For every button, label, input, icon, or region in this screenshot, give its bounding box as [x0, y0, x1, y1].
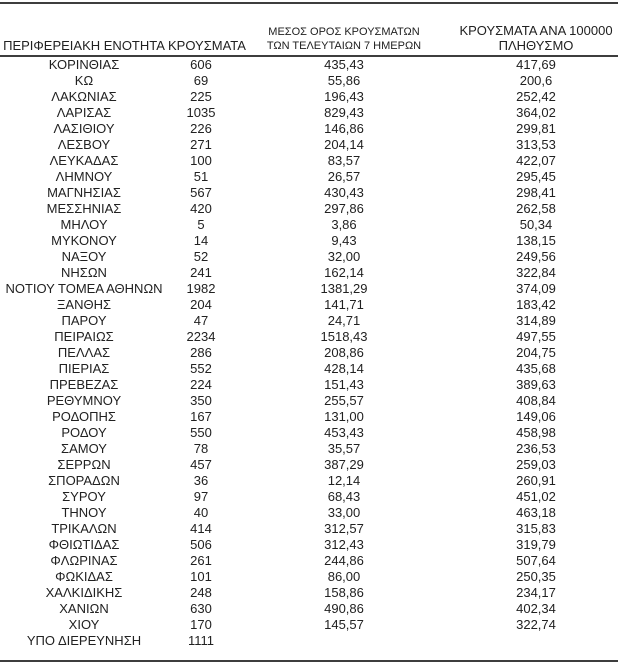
- cases-cell: 1035: [186, 105, 216, 120]
- region-cell: ΣΥΡΟΥ: [62, 489, 106, 504]
- table-row: [0, 457, 618, 473]
- per-100k-cell: 435,68: [516, 361, 556, 376]
- avg-7day-cell: 33,00: [327, 505, 361, 520]
- region-cell: ΝΟΤΙΟΥ ΤΟΜΕΑ ΑΘΗΝΩΝ: [5, 281, 163, 296]
- per-100k-cell: 50,34: [519, 217, 553, 232]
- cases-cell: 51: [193, 169, 209, 184]
- col-header-regional-unit-label: ΠΕΡΙΦΕΡΕΙΑΚΗ ΕΝΟΤΗΤΑ: [3, 38, 165, 53]
- avg-7day-cell: 24,71: [327, 313, 361, 328]
- per-100k-cell: 200,6: [519, 73, 553, 88]
- table-row: [0, 553, 618, 569]
- table-row: [0, 169, 618, 185]
- avg-7day-cell: 387,29: [324, 457, 364, 472]
- avg-7day-cell: 312,57: [324, 521, 364, 536]
- table-row: [0, 73, 618, 89]
- region-cell: ΣΑΜΟΥ: [61, 441, 107, 456]
- avg-7day-cell: 9,43: [331, 233, 357, 248]
- table-row: [0, 313, 618, 329]
- table-row: [0, 441, 618, 457]
- per-100k-cell: 149,06: [516, 409, 556, 424]
- region-cell: ΛΗΜΝΟΥ: [55, 169, 113, 184]
- avg-7day-cell: 453,43: [324, 425, 364, 440]
- per-100k-cell: 417,69: [516, 57, 556, 72]
- per-100k-cell: 259,03: [516, 457, 556, 472]
- table-row: [0, 633, 618, 649]
- cases-cell: 36: [193, 473, 209, 488]
- region-cell: ΞΑΝΘΗΣ: [56, 297, 112, 312]
- avg-7day-cell: 435,43: [324, 57, 364, 72]
- col-header-regional-unit: [0, 4, 168, 56]
- cases-cell: 550: [190, 425, 212, 440]
- region-cell: ΡΟΔΟΠΗΣ: [52, 409, 116, 424]
- region-cell: ΜΗΛΟΥ: [60, 217, 108, 232]
- table-row: [0, 249, 618, 265]
- cases-cell: 78: [193, 441, 209, 456]
- per-100k-cell: 250,35: [516, 569, 556, 584]
- per-100k-cell: 402,34: [516, 601, 556, 616]
- report-page: [0, 2, 618, 672]
- per-100k-cell: 463,18: [516, 505, 556, 520]
- region-cell: ΜΕΣΣΗΝΙΑΣ: [46, 201, 122, 216]
- per-100k-cell: 298,41: [516, 185, 556, 200]
- per-100k-cell: 322,74: [516, 617, 556, 632]
- cases-cell: 414: [190, 521, 212, 536]
- cases-cell: 2234: [186, 329, 216, 344]
- avg-7day-cell: 12,14: [327, 473, 361, 488]
- cases-cell: 225: [190, 89, 212, 104]
- cases-cell: 567: [190, 185, 212, 200]
- region-cell: ΧΙΟΥ: [68, 617, 100, 632]
- per-100k-cell: 260,91: [516, 473, 556, 488]
- cases-cell: 170: [190, 617, 212, 632]
- avg-7day-cell: 26,57: [327, 169, 361, 184]
- cases-cell: 52: [193, 249, 209, 264]
- col-header-avg-7day-line2: ΤΩΝ ΤΕΛΕΥΤΑΙΩΝ 7 ΗΜΕΡΩΝ: [266, 40, 422, 52]
- table-row: [0, 585, 618, 601]
- col-header-per-100k-line1: ΚΡΟΥΣΜΑΤΑ ΑΝΑ 100000: [459, 23, 613, 38]
- avg-7day-cell: 158,86: [324, 585, 364, 600]
- avg-7day-cell: 430,43: [324, 185, 364, 200]
- cases-cell: 40: [193, 505, 209, 520]
- table-row: [0, 393, 618, 409]
- cases-cell: 224: [190, 377, 212, 392]
- region-cell: ΠΙΕΡΙΑΣ: [58, 361, 110, 376]
- cases-cell: 552: [190, 361, 212, 376]
- region-cell: ΦΛΩΡΙΝΑΣ: [50, 553, 118, 568]
- avg-7day-cell: 146,86: [324, 121, 364, 136]
- per-100k-cell: 299,81: [516, 121, 556, 136]
- per-100k-cell: 204,75: [516, 345, 556, 360]
- per-100k-cell: 507,64: [516, 553, 556, 568]
- region-cell: ΛΑΣΙΘΙΟΥ: [53, 121, 115, 136]
- per-100k-cell: 451,02: [516, 489, 556, 504]
- cases-cell: 167: [190, 409, 212, 424]
- region-cell: ΜΥΚΟΝΟΥ: [51, 233, 117, 248]
- per-100k-cell: 322,84: [516, 265, 556, 280]
- avg-7day-cell: 255,57: [324, 393, 364, 408]
- table-row: [0, 121, 618, 137]
- cases-cell: 241: [190, 265, 212, 280]
- avg-7day-cell: 35,57: [327, 441, 361, 456]
- avg-7day-cell: 244,86: [324, 553, 364, 568]
- avg-7day-cell: 3,86: [331, 217, 357, 232]
- col-header-cases-label: ΚΡΟΥΣΜΑΤΑ: [168, 38, 246, 53]
- avg-7day-cell: 86,00: [327, 569, 361, 584]
- region-cell: ΦΩΚΙΔΑΣ: [55, 569, 113, 584]
- cases-cell: 1111: [187, 633, 215, 648]
- table-row: [0, 297, 618, 313]
- avg-7day-cell: 141,71: [324, 297, 364, 312]
- table-row: [0, 489, 618, 505]
- table-row: [0, 505, 618, 521]
- table-row: [0, 569, 618, 585]
- avg-7day-cell: 1518,43: [320, 329, 368, 344]
- table-row: [0, 345, 618, 361]
- avg-7day-cell: 145,57: [324, 617, 364, 632]
- table-row: [0, 425, 618, 441]
- table-row: [0, 217, 618, 233]
- per-100k-cell: 408,84: [516, 393, 556, 408]
- region-cell: ΧΑΛΚΙΔΙΚΗΣ: [45, 585, 123, 600]
- region-cell: ΜΑΓΝΗΣΙΑΣ: [47, 185, 121, 200]
- table-row: [0, 89, 618, 105]
- table-row: [0, 377, 618, 393]
- region-cell: ΤΗΝΟΥ: [61, 505, 107, 520]
- table-row: [0, 185, 618, 201]
- region-cell: ΚΩ: [74, 73, 94, 88]
- avg-7day-cell: [234, 633, 454, 649]
- per-100k-cell: 249,56: [516, 249, 556, 264]
- col-header-per-100k: [454, 4, 618, 56]
- region-cell: ΠΕΛΛΑΣ: [57, 345, 111, 360]
- per-100k-cell: 364,02: [516, 105, 556, 120]
- cases-cell: 47: [193, 313, 209, 328]
- avg-7day-cell: 131,00: [324, 409, 364, 424]
- cases-cell: 5: [197, 217, 205, 232]
- avg-7day-cell: 162,14: [324, 265, 364, 280]
- region-cell: ΥΠΟ ΔΙΕΡΕΥΝΗΣΗ: [26, 633, 142, 648]
- table-row: [0, 153, 618, 169]
- cases-cell: 100: [190, 153, 212, 168]
- per-100k-cell: 236,53: [516, 441, 556, 456]
- avg-7day-cell: 83,57: [327, 153, 361, 168]
- cases-cell: 248: [190, 585, 212, 600]
- table-row: [0, 265, 618, 281]
- region-cell: ΝΗΣΩΝ: [61, 265, 107, 280]
- region-cell: ΤΡΙΚΑΛΩΝ: [51, 521, 117, 536]
- table-body: [0, 56, 618, 649]
- per-100k-cell: 315,83: [516, 521, 556, 536]
- avg-7day-cell: 297,86: [324, 201, 364, 216]
- avg-7day-cell: 55,86: [327, 73, 361, 88]
- col-header-avg-7day-line1: ΜΕΣΟΣ ΟΡΟΣ ΚΡΟΥΣΜΑΤΩΝ: [268, 26, 420, 38]
- cases-cell: 226: [190, 121, 212, 136]
- avg-7day-cell: 32,00: [327, 249, 361, 264]
- region-cell: ΣΠΟΡΑΔΩΝ: [48, 473, 120, 488]
- region-cell: ΦΘΙΩΤΙΔΑΣ: [48, 537, 120, 552]
- col-header-cases: [168, 4, 246, 56]
- region-cell: ΛΕΣΒΟΥ: [57, 137, 111, 152]
- cases-cell: 271: [190, 137, 212, 152]
- per-100k-cell: 374,09: [516, 281, 556, 296]
- avg-7day-cell: 829,43: [324, 105, 364, 120]
- avg-7day-cell: 312,43: [324, 537, 364, 552]
- table-row: [0, 233, 618, 249]
- table-row: [0, 201, 618, 217]
- region-cell: ΣΕΡΡΩΝ: [57, 457, 111, 472]
- per-100k-cell: [454, 633, 618, 649]
- per-100k-cell: 183,42: [516, 297, 556, 312]
- table-row: [0, 537, 618, 553]
- region-cell: ΠΑΡΟΥ: [61, 313, 107, 328]
- cases-cell: 457: [190, 457, 212, 472]
- per-100k-cell: 458,98: [516, 425, 556, 440]
- cases-cell: 204: [190, 297, 212, 312]
- cases-cell: 286: [190, 345, 212, 360]
- cases-cell: 261: [190, 553, 212, 568]
- col-header-per-100k-line2: ΠΛΗΘΥΣΜΟ: [498, 38, 574, 53]
- per-100k-cell: 295,45: [516, 169, 556, 184]
- avg-7day-cell: 208,86: [324, 345, 364, 360]
- col-header-avg-7day: [234, 4, 454, 56]
- region-cell: ΛΑΚΩΝΙΑΣ: [51, 89, 117, 104]
- cases-cell: 101: [190, 569, 212, 584]
- cases-cell: 350: [190, 393, 212, 408]
- table-header: [0, 4, 618, 56]
- table-row: [0, 56, 618, 73]
- avg-7day-cell: 428,14: [324, 361, 364, 376]
- table-row: [0, 601, 618, 617]
- per-100k-cell: 252,42: [516, 89, 556, 104]
- region-cell: ΠΕΙΡΑΙΩΣ: [54, 329, 114, 344]
- cases-cell: 506: [190, 537, 212, 552]
- per-100k-cell: 138,15: [516, 233, 556, 248]
- per-100k-cell: 497,55: [516, 329, 556, 344]
- cases-cell: 630: [190, 601, 212, 616]
- table-row: [0, 329, 618, 345]
- per-100k-cell: 262,58: [516, 201, 556, 216]
- cases-cell: 14: [193, 233, 209, 248]
- cases-cell: 606: [190, 57, 212, 72]
- table-row: [0, 137, 618, 153]
- region-cell: ΝΑΞΟΥ: [61, 249, 107, 264]
- avg-7day-cell: 204,14: [324, 137, 364, 152]
- table-row: [0, 281, 618, 297]
- table-row: [0, 361, 618, 377]
- cases-cell: 420: [190, 201, 212, 216]
- per-100k-cell: 234,17: [516, 585, 556, 600]
- table-row: [0, 617, 618, 633]
- region-cell: ΡΟΔΟΥ: [61, 425, 107, 440]
- avg-7day-cell: 151,43: [324, 377, 364, 392]
- per-100k-cell: 389,63: [516, 377, 556, 392]
- per-100k-cell: 314,89: [516, 313, 556, 328]
- per-100k-cell: 313,53: [516, 137, 556, 152]
- region-cell: ΡΕΘΥΜΝΟΥ: [46, 393, 122, 408]
- table-row: [0, 409, 618, 425]
- header-row: [0, 4, 618, 56]
- avg-7day-cell: 68,43: [327, 489, 361, 504]
- avg-7day-cell: 196,43: [324, 89, 364, 104]
- table-row: [0, 105, 618, 121]
- region-cell: ΛΕΥΚΑΔΑΣ: [49, 153, 119, 168]
- cases-table-frame: [0, 2, 618, 662]
- per-100k-cell: 319,79: [516, 537, 556, 552]
- table-row: [0, 521, 618, 537]
- avg-7day-cell: 1381,29: [320, 281, 368, 296]
- region-cell: ΧΑΝΙΩΝ: [59, 601, 109, 616]
- cases-table: [0, 4, 618, 649]
- cases-cell: 69: [193, 73, 209, 88]
- region-cell: ΠΡΕΒΕΖΑΣ: [49, 377, 119, 392]
- cases-cell: 97: [193, 489, 209, 504]
- region-cell: ΛΑΡΙΣΑΣ: [56, 105, 112, 120]
- per-100k-cell: 422,07: [516, 153, 556, 168]
- table-row: [0, 473, 618, 489]
- avg-7day-cell: 490,86: [324, 601, 364, 616]
- cases-cell: 1982: [186, 281, 216, 296]
- region-cell: ΚΟΡΙΝΘΙΑΣ: [48, 57, 120, 72]
